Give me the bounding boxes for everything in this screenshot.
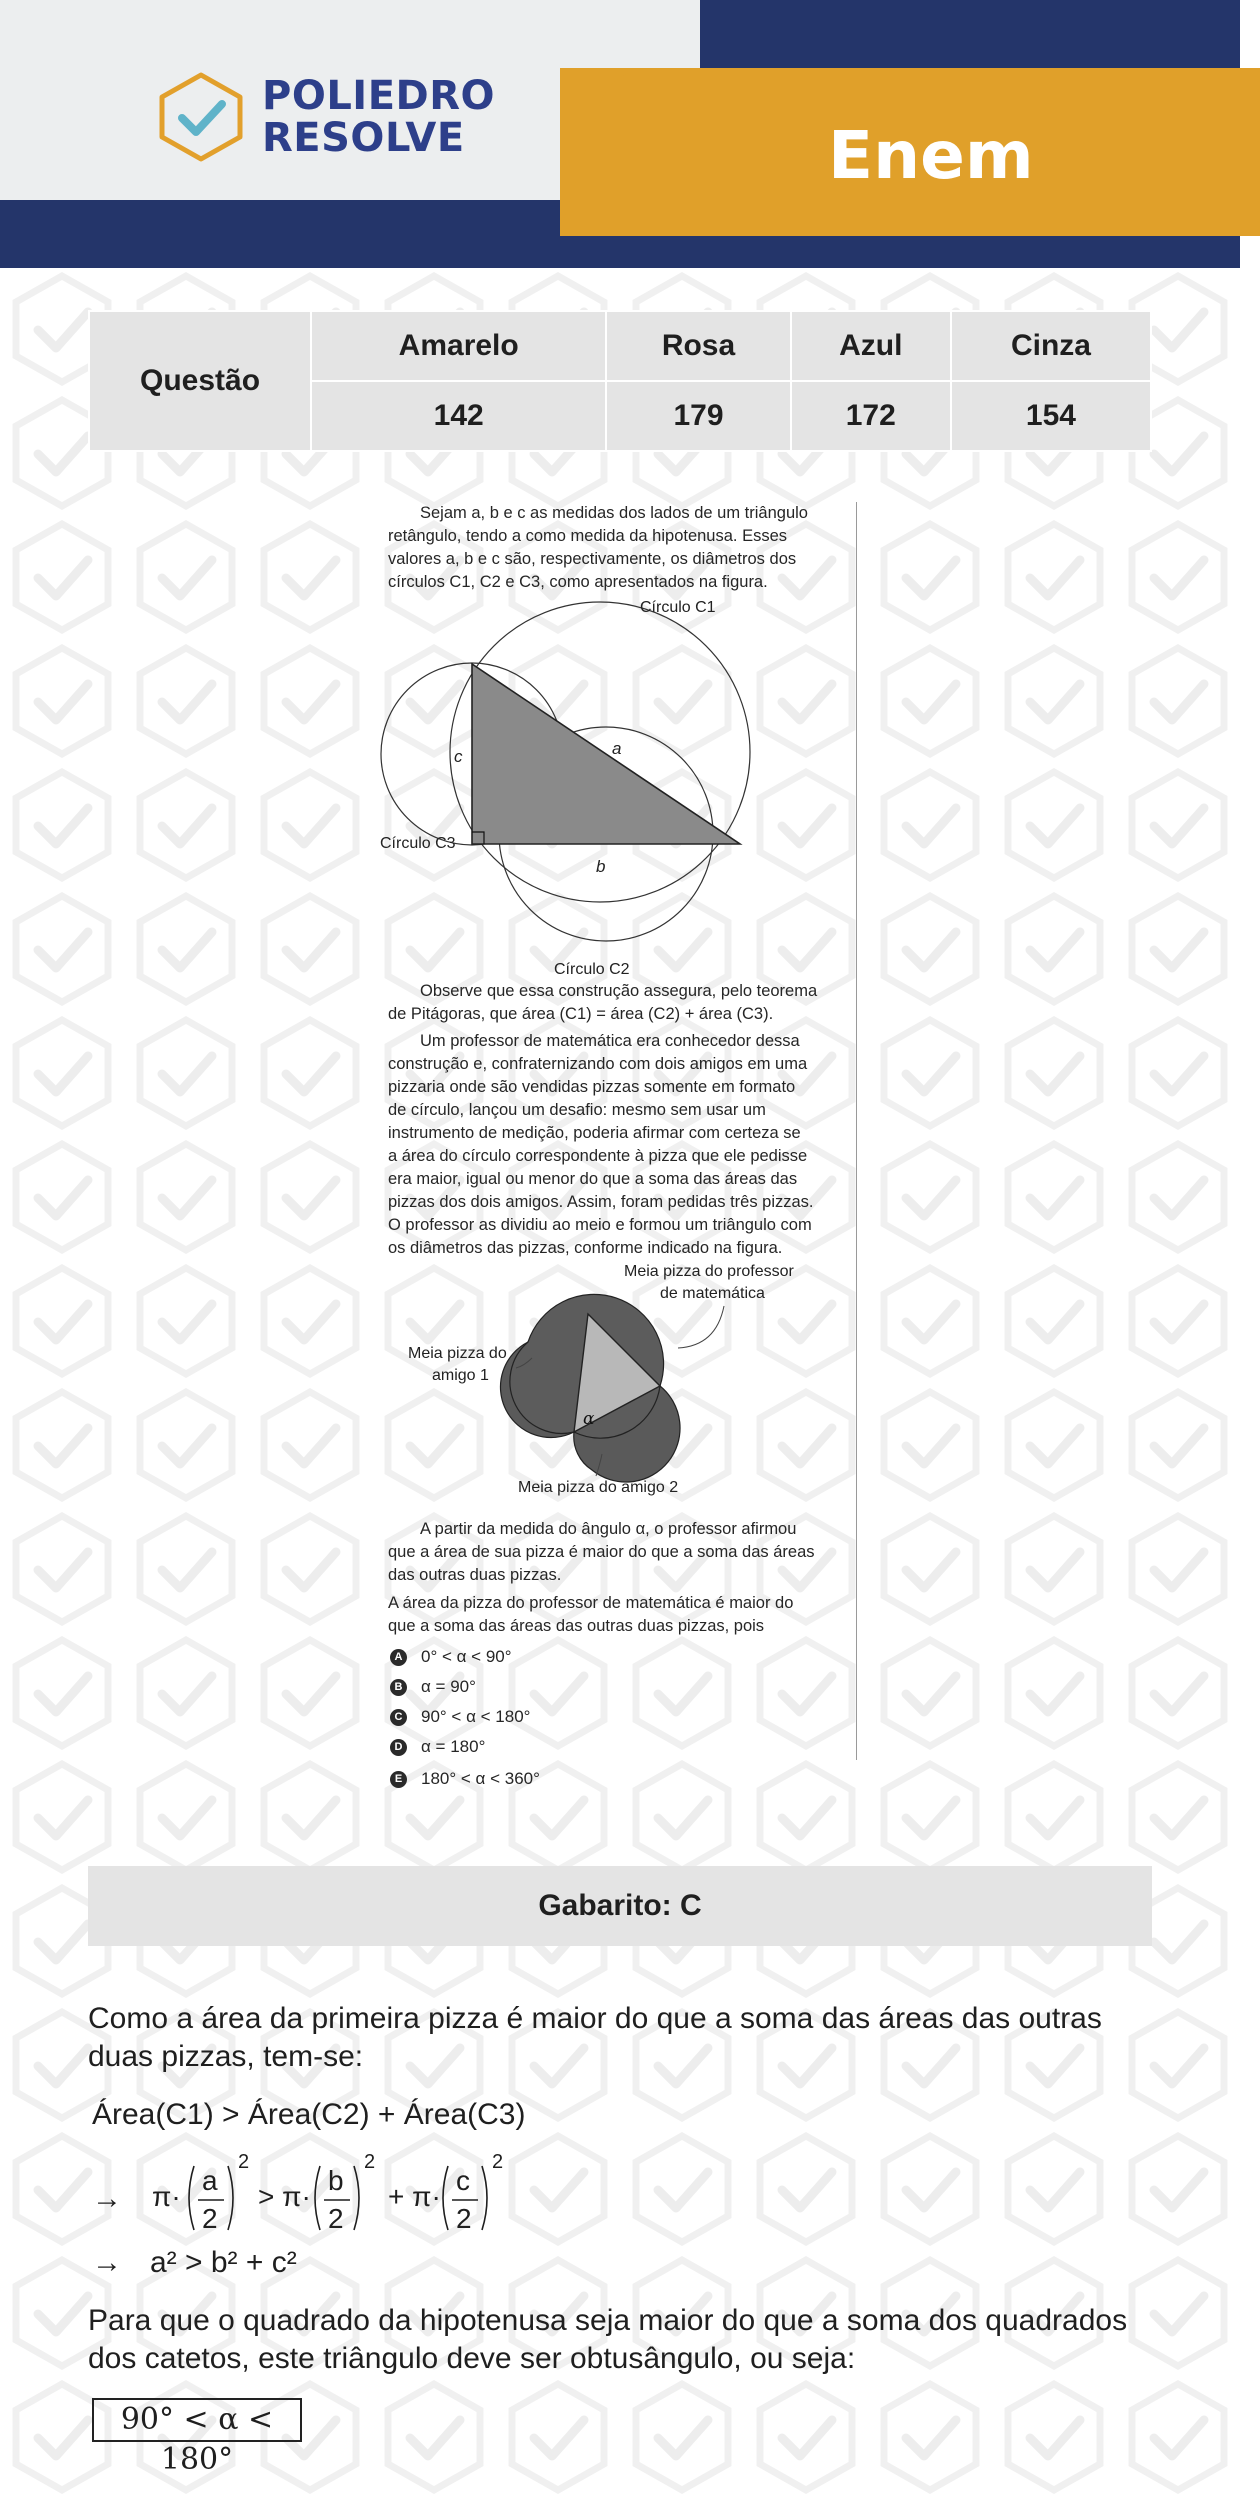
friend1-pizza-label-1: Meia pizza do: [408, 1345, 507, 1362]
claim-line: A partir da medida do ângulo α, o professor afirmou: [420, 1520, 797, 1538]
svg-text:2: 2: [456, 2203, 472, 2234]
story-line: a área do círculo correspondente à pizza que ele pedisse: [388, 1147, 808, 1165]
pi-inequality-formula: [148, 2150, 538, 2246]
svg-text:a: a: [202, 2165, 218, 2196]
side-b-label: b: [596, 857, 606, 876]
option-letter-badge: E: [390, 1771, 407, 1788]
conclusion-line: Para que o quadrado da hipotenusa seja maior do que a soma dos quadrados: [88, 2304, 1128, 2337]
professor-pizza-label-1: Meia pizza do professor: [624, 1263, 794, 1280]
option-b: [390, 1674, 476, 1700]
friend1-pizza-label-2: amigo 1: [432, 1367, 489, 1384]
professor-pizza-label-2: de matemática: [660, 1285, 765, 1302]
claim-text: [388, 1518, 850, 1587]
svg-text:2: 2: [328, 2203, 344, 2234]
option-letter-badge: C: [390, 1709, 407, 1726]
intro-line: Sejam a, b e c as medidas dos lados de um triângulo: [420, 504, 808, 522]
svg-text:2: 2: [492, 2151, 504, 2173]
solution-intro-line: duas pizzas, tem-se:: [88, 2040, 364, 2073]
story-line: construção e, confraternizando com dois amigos em uma: [388, 1055, 808, 1073]
svg-text:2: 2: [238, 2151, 250, 2173]
side-c-label: c: [454, 747, 463, 766]
logo-check-icon: [158, 72, 244, 162]
option-e: [390, 1766, 540, 1792]
story-text: [388, 1030, 850, 1260]
story-line: era maior, igual ou menor do que a soma das áreas das: [388, 1170, 798, 1188]
svg-text:π·: π·: [152, 2181, 181, 2212]
option-c: [390, 1704, 530, 1730]
svg-text:2: 2: [202, 2203, 218, 2234]
squares-inequality: a² > b² + c²: [150, 2246, 297, 2279]
prompt-text: [388, 1592, 850, 1638]
option-text: 0° < α < 90°: [421, 1647, 512, 1666]
circle-c2-label: Círculo C2: [554, 961, 630, 978]
circle-c3-label: Círculo C3: [380, 835, 456, 852]
table-cell-amarelo: 142: [311, 381, 606, 451]
arrow-icon: →: [92, 2182, 122, 2215]
column-rule: [856, 502, 857, 1760]
table-cell-cinza: 154: [951, 381, 1151, 451]
observation-text: [388, 980, 850, 1026]
table-col-azul: Azul: [791, 311, 951, 381]
table-col-cinza: Cinza: [951, 311, 1151, 381]
story-line: os diâmetros das pizzas, conforme indicado na figura.: [388, 1239, 783, 1257]
svg-text:> π·: > π·: [258, 2181, 311, 2212]
story-line: instrumento de medição, poderia afirmar com certeza se: [388, 1124, 801, 1142]
prompt-line: A área da pizza do professor de matemática é maior do: [388, 1594, 794, 1612]
area-inequality: Área(C1) > Área(C2) + Área(C3): [92, 2098, 526, 2131]
svg-text:b: b: [328, 2165, 344, 2196]
brand-name-line1: POLIEDRO: [262, 73, 496, 119]
header-banner: [0, 0, 1240, 268]
option-text: 90° < α < 180°: [421, 1707, 531, 1726]
angle-alpha-label: α: [583, 1409, 595, 1429]
table-col-rosa: Rosa: [606, 311, 790, 381]
friend2-pizza-label: Meia pizza do amigo 2: [518, 1479, 679, 1496]
story-line: pizzas dos dois amigos. Assim, foram pedidas três pizzas.: [388, 1193, 814, 1211]
svg-text:c: c: [456, 2165, 470, 2196]
arrow-icon: →: [92, 2246, 122, 2279]
table-col-amarelo: Amarelo: [311, 311, 606, 381]
option-text: α = 180°: [421, 1737, 486, 1756]
story-line: O professor as dividiu ao meio e formou um triângulo com: [388, 1216, 812, 1234]
question-intro: [388, 502, 850, 594]
answer-key-banner: Gabarito: C: [88, 1866, 1152, 1946]
option-d: [390, 1734, 485, 1760]
pizza-triangle-figure: [378, 1254, 838, 1510]
table-cell-azul: 172: [791, 381, 951, 451]
story-line: pizzaria onde são vendidas pizzas somente em formato: [388, 1078, 796, 1096]
claim-line: que a área de sua pizza é maior do que a soma das áreas: [388, 1543, 815, 1561]
story-line: de círculo, lançou um desafio: mesmo sem usar um: [388, 1101, 766, 1119]
question-scan: [378, 502, 864, 1802]
brand-name-line2: RESOLVE: [262, 115, 465, 161]
option-letter-badge: D: [390, 1739, 407, 1756]
question-number-table: [88, 310, 1152, 452]
svg-text:2: 2: [364, 2151, 376, 2173]
claim-line: das outras duas pizzas.: [388, 1566, 562, 1584]
side-a-label: a: [612, 739, 622, 758]
prompt-line: que a soma das áreas das outras duas pizzas, pois: [388, 1617, 765, 1635]
table-cell-rosa: 179: [606, 381, 790, 451]
svg-text:+ π·: + π·: [388, 2181, 441, 2212]
table-row-header: Questão: [89, 311, 311, 451]
option-text: α = 90°: [421, 1677, 476, 1696]
intro-line: valores a, b e c são, respectivamente, os diâmetros dos: [388, 550, 797, 568]
option-letter-badge: A: [390, 1649, 407, 1666]
observation-line: de Pitágoras, que área (C1) = área (C2) + área (C3).: [388, 1005, 774, 1023]
circles-triangle-figure: [380, 599, 754, 978]
option-text: 180° < α < 360°: [421, 1769, 540, 1788]
intro-line: círculos C1, C2 e C3, como apresentados na figura.: [388, 573, 768, 591]
conclusion-line: dos catetos, este triângulo deve ser obtusângulo, ou seja:: [88, 2342, 856, 2375]
story-line: Um professor de matemática era conhecedor dessa: [420, 1032, 800, 1050]
circle-c1-label: Círculo C1: [640, 599, 716, 616]
exam-title: Enem: [828, 117, 1034, 194]
observation-line: Observe que essa construção assegura, pelo teorema: [420, 982, 818, 1000]
solution-conclusion: [88, 2302, 1168, 2378]
intro-line: retângulo, tendo a como medida da hipotenusa. Esses: [388, 527, 788, 545]
solution-intro-line: Como a área da primeira pizza é maior do que a soma das áreas das outras: [88, 2002, 1102, 2035]
option-a: [390, 1644, 512, 1670]
solution-intro: [88, 2000, 1168, 2076]
option-letter-badge: B: [390, 1679, 407, 1696]
final-answer-box: 90° < α < 180°: [92, 2398, 302, 2442]
